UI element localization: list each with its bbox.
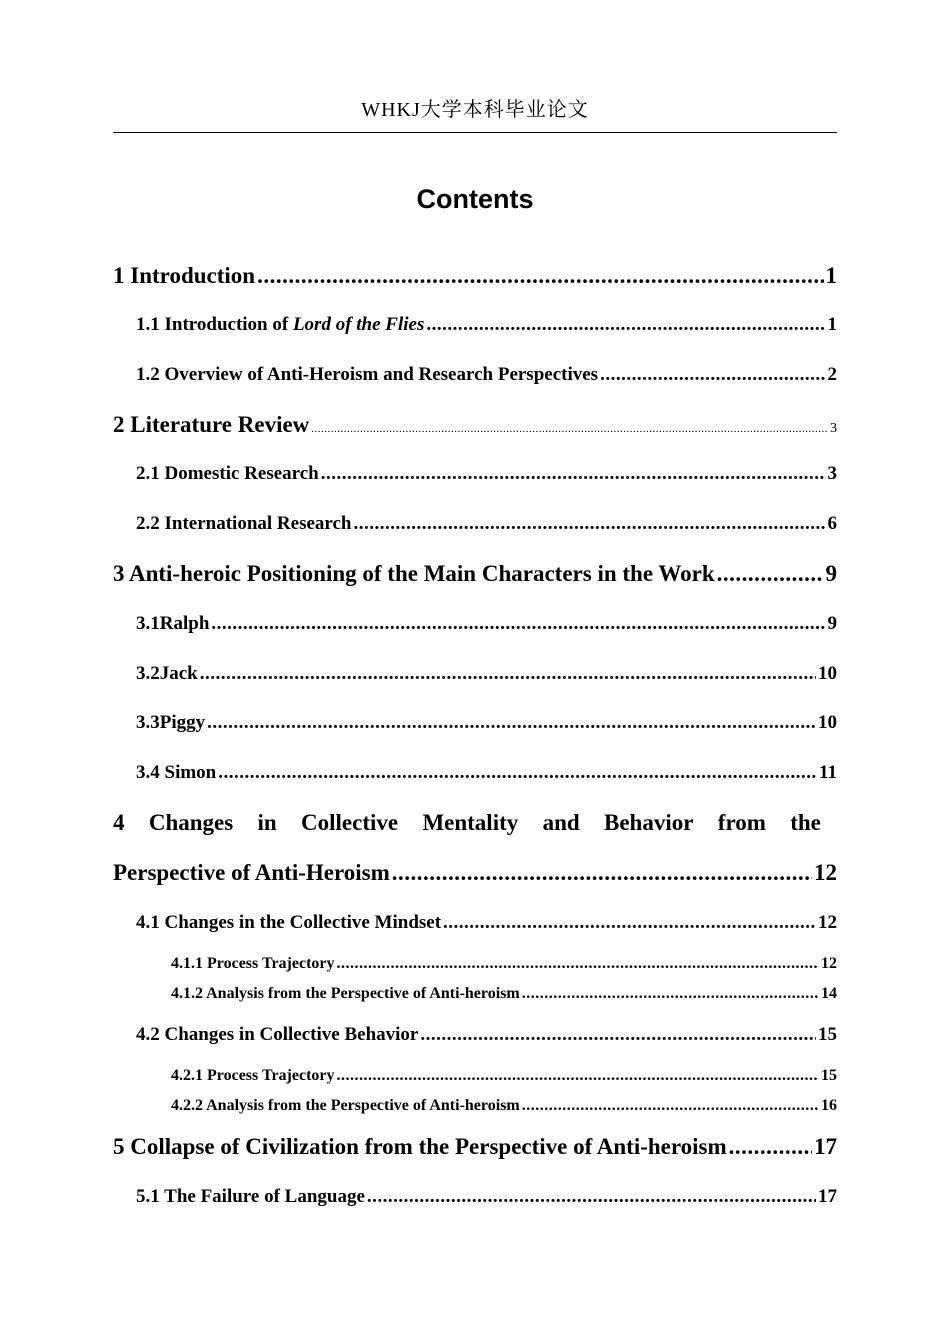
- dot-leader: [392, 860, 812, 886]
- toc-word: 4: [113, 810, 125, 835]
- dot-leader: [311, 412, 828, 438]
- toc-entry-4-2-2[interactable]: [171, 1097, 837, 1115]
- toc-entry-3-1[interactable]: [136, 613, 837, 635]
- toc-page-number: 6: [827, 513, 837, 534]
- toc-entry-1[interactable]: [113, 263, 837, 289]
- dot-leader: [420, 1024, 816, 1046]
- toc-label: 3.3Piggy: [136, 712, 206, 733]
- toc-label: 3.1Ralph: [136, 613, 210, 634]
- dot-leader: [367, 1186, 816, 1208]
- dot-leader: [321, 463, 826, 485]
- toc-word: Changes: [148, 810, 234, 835]
- dot-leader: [522, 985, 819, 1003]
- toc-page-number: 1: [827, 314, 837, 335]
- page-title: Contents: [416, 184, 534, 214]
- toc-label: 5 Collapse of Civilization from the Perspective of Anti-heroism: [113, 1134, 727, 1159]
- toc-label: 2.2 International Research: [136, 513, 352, 534]
- dot-leader: [337, 1067, 820, 1085]
- toc-page-number: 15: [821, 1067, 837, 1084]
- toc-page-number: 12: [814, 860, 837, 885]
- toc-page-number: 17: [818, 1186, 837, 1207]
- toc-word: Behavior: [604, 810, 694, 835]
- toc-entry-5-1[interactable]: [136, 1186, 837, 1208]
- toc-label: 4.1 Changes in the Collective Mindset: [136, 912, 442, 933]
- toc-word: from: [717, 810, 766, 835]
- dot-leader: [337, 955, 820, 973]
- dot-leader: [257, 263, 823, 289]
- toc-word: Collective: [301, 810, 399, 835]
- toc-label: 1.1 Introduction of Lord of the Flies: [136, 314, 425, 335]
- toc-label: 3.4 Simon: [136, 762, 217, 783]
- toc-page-number: 15: [818, 1024, 837, 1045]
- running-header: WHKJ大学本科毕业论文: [361, 99, 589, 121]
- toc-label: 4.1.2 Analysis from the Perspective of Anti-heroism: [171, 985, 520, 1002]
- toc-entry-4-1-1[interactable]: [171, 955, 837, 973]
- toc-page-number: 16: [821, 1097, 837, 1114]
- toc-word: and: [542, 810, 580, 835]
- toc-entry-5[interactable]: [113, 1134, 837, 1160]
- dot-leader: [207, 712, 816, 734]
- toc-label: 2.1 Domestic Research: [136, 463, 319, 484]
- toc-entry-4-1-2[interactable]: [171, 985, 837, 1003]
- toc-entry-4-line1[interactable]: [113, 810, 821, 836]
- toc-entry-3-3[interactable]: [136, 712, 837, 734]
- toc-label: 4.2.2 Analysis from the Perspective of Anti-heroism: [171, 1097, 520, 1114]
- toc-word: Mentality: [422, 810, 519, 835]
- toc-entry-4-1[interactable]: [136, 912, 837, 934]
- toc-label: 4.2 Changes in Collective Behavior: [136, 1024, 419, 1045]
- toc-page-number: 10: [818, 712, 837, 733]
- toc-entry-1-1[interactable]: [136, 314, 837, 336]
- toc-word: the: [790, 810, 821, 835]
- book-title: Lord of the Flies: [292, 314, 425, 335]
- toc-label: 3.2Jack: [136, 663, 198, 684]
- toc-word: in: [257, 810, 277, 835]
- toc-entry-3-2[interactable]: [136, 663, 837, 685]
- dot-leader: [200, 663, 816, 685]
- dot-leader: [218, 762, 817, 784]
- toc-entry-4-2-1[interactable]: [171, 1067, 837, 1085]
- toc-entry-2-2[interactable]: [136, 513, 837, 535]
- toc-label: 1.2 Overview of Anti-Heroism and Research Perspectives: [136, 364, 599, 385]
- dot-leader: [443, 912, 816, 934]
- toc-page-number: 12: [818, 912, 837, 933]
- toc-page-number: 10: [818, 663, 837, 684]
- dot-leader: [354, 513, 826, 535]
- dot-leader: [426, 314, 825, 336]
- toc-label: 2 Literature Review: [113, 412, 310, 437]
- toc-page-number: 12: [821, 955, 837, 972]
- dot-leader: [211, 613, 825, 635]
- toc-entry-1-2[interactable]: [136, 364, 837, 386]
- toc-label: 5.1 The Failure of Language: [136, 1186, 365, 1207]
- toc-entry-4[interactable]: [113, 860, 837, 886]
- dot-leader: [717, 561, 824, 587]
- toc-label: 4.1.1 Process Trajectory: [171, 955, 335, 972]
- toc-page-number: 2: [827, 364, 837, 385]
- dot-leader: [729, 1134, 812, 1160]
- toc-entry-3-4[interactable]: [136, 762, 837, 784]
- dot-leader: [522, 1097, 819, 1115]
- toc-page-number: 9: [825, 561, 837, 586]
- toc-page-number: 9: [827, 613, 837, 634]
- toc-entry-2-1[interactable]: [136, 463, 837, 485]
- toc-page-number: 1: [825, 263, 837, 288]
- toc-entry-2[interactable]: [113, 412, 837, 438]
- toc-page-number: 14: [821, 985, 837, 1002]
- toc-page-number: 3: [827, 463, 837, 484]
- toc-page-number: 3: [830, 421, 837, 436]
- toc-label: Perspective of Anti-Heroism: [113, 860, 390, 885]
- toc-page-number: 11: [819, 762, 837, 783]
- toc-entry-3[interactable]: [113, 561, 837, 587]
- toc-entry-4-2[interactable]: [136, 1024, 837, 1046]
- dot-leader: [600, 364, 825, 386]
- toc-label: 3 Anti-heroic Positioning of the Main Characters in the Work: [113, 561, 715, 586]
- toc-page-number: 17: [814, 1134, 837, 1159]
- toc-label: 1 Introduction: [113, 263, 256, 288]
- toc-label: 4.2.1 Process Trajectory: [171, 1067, 335, 1084]
